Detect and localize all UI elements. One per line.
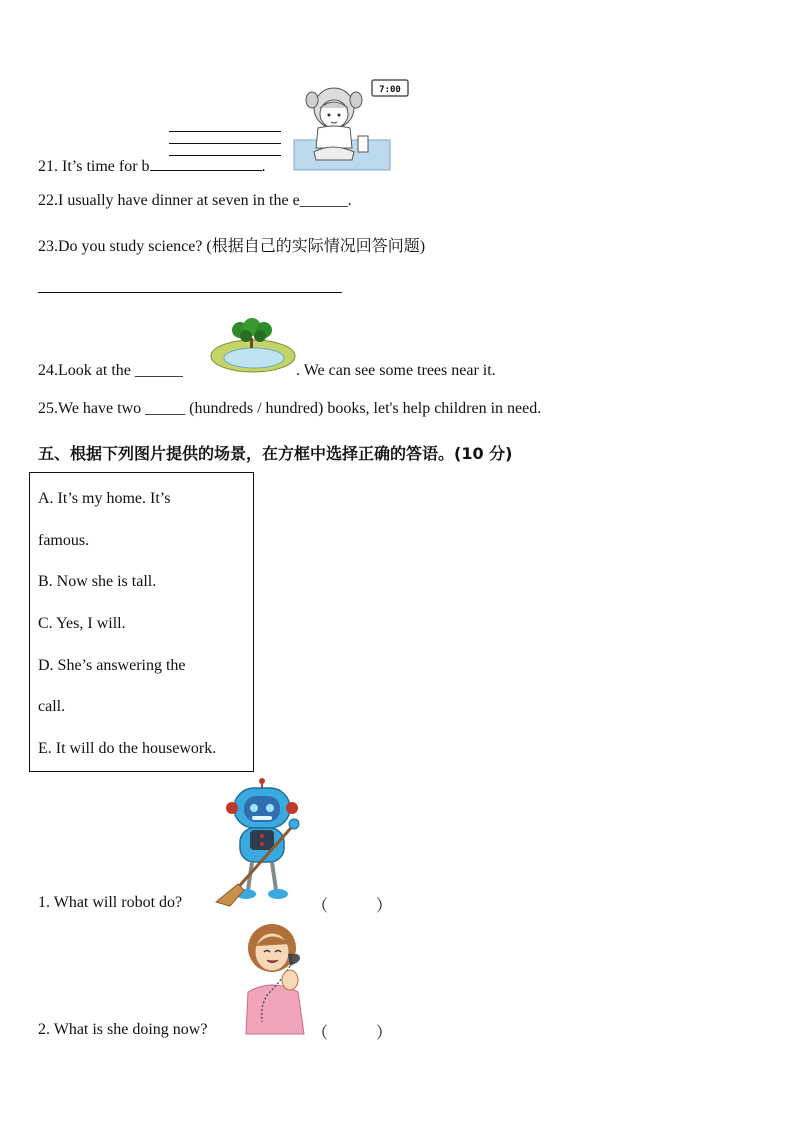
q22-text: 22.I usually have dinner at seven in the e (38, 192, 300, 209)
item-1-question (38, 894, 182, 912)
clock-time: 7:00 (379, 85, 401, 95)
question-22 (38, 192, 352, 210)
q21-writing-line-2 (169, 143, 281, 144)
item-2-text: 2. What is she doing now? (38, 1021, 208, 1038)
option-d-line-1: D. She’s answering the (38, 657, 186, 674)
item-2-question (38, 1021, 207, 1039)
item-2-answer-box[interactable] (312, 1020, 392, 1043)
q23-text: 23.Do you study science? (根据自己的实际情况回答问题) (38, 238, 426, 255)
item-1-text: 1. What will robot do? (38, 894, 183, 911)
lake-trees-image (210, 318, 296, 374)
robot-sweeping-image (212, 778, 308, 908)
q24-text: 24.Look at the (38, 362, 131, 379)
q22-answer-blank[interactable]: ______ (299, 192, 348, 209)
option-a-line-1: A. It’s my home. It’s (38, 490, 171, 507)
item-2-paren-close: ） (376, 1025, 393, 1042)
item-1-answer-box[interactable] (312, 893, 392, 916)
item-2-paren-open: （ (312, 1025, 329, 1042)
option-e: E. It will do the housework. (38, 740, 217, 757)
option-a-line-2: famous. (38, 532, 90, 549)
q21-writing-line-3 (169, 155, 281, 156)
woman-phone-image (240, 922, 312, 1034)
q21-text: 21. It’s time for b (38, 158, 150, 175)
q25-text: 25.We have two _____ (hundreds / hundred) books, let's help children in need. (38, 400, 542, 417)
item-1-paren-close: ） (376, 898, 393, 915)
options-box (29, 472, 254, 772)
question-21 (38, 156, 266, 176)
option-d-line-2: call. (38, 698, 66, 715)
girl-breakfast-image (292, 78, 412, 172)
q24-suffix-text: . We can see some trees near it. (296, 362, 496, 379)
question-24 (38, 362, 183, 380)
option-c: C. Yes, I will. (38, 615, 126, 632)
q23-answer-line[interactable] (38, 292, 342, 293)
q24-answer-blank[interactable]: ______ (134, 362, 183, 379)
question-23 (38, 233, 425, 256)
q22-period: . (347, 192, 352, 209)
q21-writing-line-1 (169, 131, 281, 132)
option-b: B. Now she is tall. (38, 573, 157, 590)
section-5-title: 五、根据下列图片提供的场景，在方框中选择正确的答语。(10 分) (38, 444, 513, 463)
section-5-heading (38, 441, 512, 464)
q21-period: . (261, 158, 266, 175)
q24-suffix (296, 362, 496, 380)
item-1-paren-open: （ (312, 898, 329, 915)
question-25 (38, 400, 541, 418)
q21-answer-blank[interactable] (150, 156, 262, 171)
